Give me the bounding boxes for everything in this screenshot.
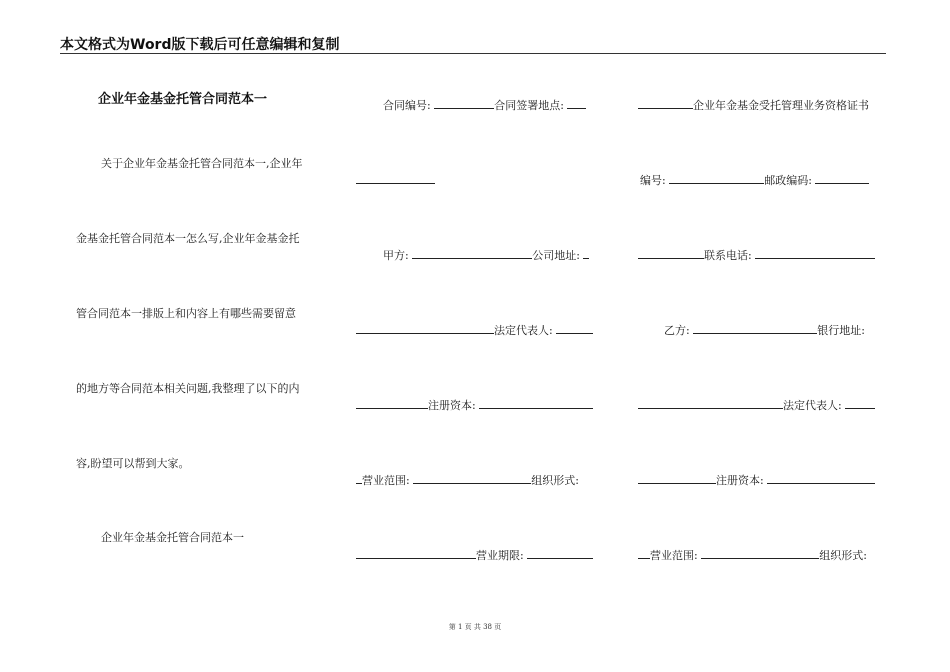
phone-leading-blank [638,247,704,259]
biz-scope-line [356,472,579,488]
biz-term-blank [527,547,593,559]
party-b-label: 乙方: [664,324,690,337]
sign-place-blank [567,97,586,109]
postcode-label: 邮政编码: [764,174,812,187]
page-header [60,32,886,54]
company-addr-blank [583,247,589,259]
sign-place-label: 合同签署地点: [494,99,564,112]
biz-term-line [356,547,593,563]
biz-scope-label-b: 营业范围: [650,549,698,562]
reg-capital-blank-b [767,472,875,484]
legal-rep-line-b [638,397,875,413]
rep-continuation-blank [356,397,428,409]
code-label: 编号: [640,174,666,187]
contract-no-line [383,97,586,113]
legal-rep-label: 法定代表人: [494,324,553,337]
paragraph-line-3: 管合同范本一排版上和内容上有哪些需要留意 [76,307,296,320]
legal-rep-line [356,322,593,338]
phone-blank [755,247,875,259]
contract-no-blank [434,97,494,109]
org-form-label-b: 组织形式: [819,549,867,562]
biz-scope-label: 营业范围: [362,474,410,487]
party-b-line [664,322,865,338]
document-title: 企业年金基金托管合同范本一 [98,92,268,107]
legal-rep-blank-b [845,397,875,409]
paragraph-line-4: 的地方等合同范本相关问题,我整理了以下的内 [76,382,300,395]
paragraph-line-2: 金基金托管合同范本一怎么写,企业年金基金托 [76,232,300,245]
paragraph-line-5: 容,盼望可以帮到大家。 [76,457,190,470]
org-form-label: 组织形式: [531,474,579,487]
cert-leading-blank [638,97,693,109]
contract-no-label: 合同编号: [383,99,431,112]
phone-line [638,247,875,263]
biz-scope-line-b [638,547,867,563]
legal-rep-label-b: 法定代表人: [783,399,842,412]
postcode-blank [815,172,869,184]
company-addr-label: 公司地址: [532,249,580,262]
rep-continuation-blank-b [638,472,716,484]
section-heading: 企业年金基金托管合同范本一 [101,531,244,544]
cert-line [638,97,869,113]
reg-capital-line [356,397,593,413]
legal-rep-blank [556,322,593,334]
reg-capital-label: 注册资本: [428,399,476,412]
reg-capital-blank [479,397,593,409]
reg-capital-label-b: 注册资本: [716,474,764,487]
code-blank [669,172,764,184]
continuation-blank [356,172,435,184]
biz-scope-blank [413,472,531,484]
scope-leading-blank-b [638,547,650,559]
biz-scope-blank-b [701,547,819,559]
party-a-line [383,247,589,263]
phone-label: 联系电话: [704,249,752,262]
paragraph-line-1: 关于企业年金基金托管合同范本一,企业年 [101,157,303,170]
party-b-blank [693,322,817,334]
bank-addr-blank [638,397,783,409]
bank-addr-label: 银行地址: [817,324,865,337]
page-footer: 第 1 页 共 38 页 [448,623,502,631]
code-line [640,172,869,188]
addr-continuation-blank [356,322,494,334]
blank-line [356,172,435,188]
cert-label: 企业年金基金受托管理业务资格证书 [693,99,869,112]
party-a-label: 甲方: [383,249,409,262]
org-form-blank [356,547,476,559]
reg-capital-line-b [638,472,875,488]
party-a-blank [412,247,532,259]
biz-term-label: 营业期限: [476,549,524,562]
header-text: 本文格式为Word版下载后可任意编辑和复制 [60,37,340,53]
